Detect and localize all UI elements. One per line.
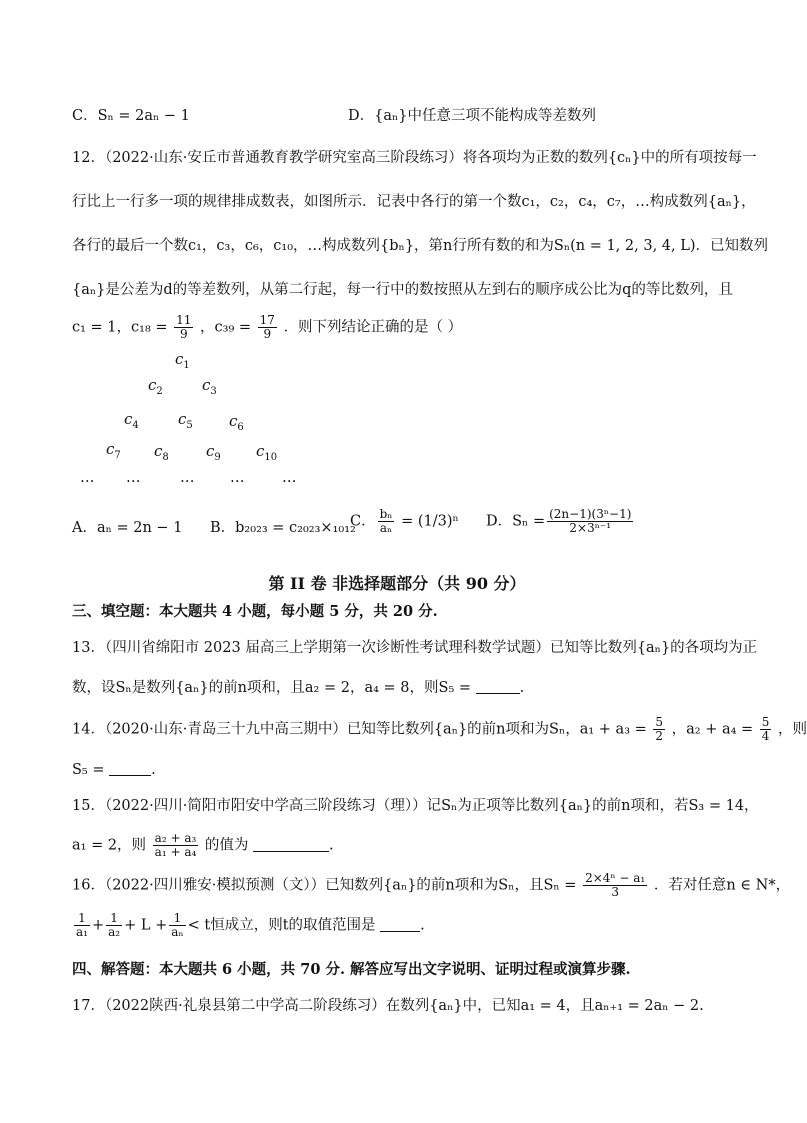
q12-option-c: C． $\frac{\text{bₙ}}{\text{aₙ}}$ = (1/3)ⁿ: [350, 507, 459, 535]
part4-heading: 四、解答题：本大题共 6 小题，共 70 分. 解答应写出文字说明、证明过程或演算步骤.: [72, 961, 631, 978]
dots-3: …: [180, 470, 195, 486]
q14-line1: 14．（2020·山东·青岛三十九中高三期中）已知等比数列{aₙ}的前n项和为Sₙ，a₁ + a₃ = $\frac{5}{2}$ ，a₂ + a₄ = $\frac{5}{4}$ ，则: [72, 715, 807, 743]
q12-option-b: B．b₂₀₂₃ = c₂₀₂₃×₁₀₁₂: [210, 520, 356, 536]
part3-heading: 三、填空题：本大题共 4 小题，每小题 5 分，共 20 分.: [72, 603, 438, 620]
q12-option-d: D．Sₙ = $\frac{\text{(2n−1)(3ⁿ−1)}}{\text{2×3ⁿ⁻¹}}$: [486, 507, 632, 535]
cell-c1: $c_1$: [175, 350, 190, 371]
q12-line2: 行比上一行多一项的规律排成数表，如图所示．记表中各行的第一个数c₁，c₂，c₄，c₇，…构成数列{aₙ}，: [72, 194, 756, 210]
answer-blank: [109, 761, 151, 776]
fraction-17-9: $\frac{17}{9}$: [259, 313, 275, 341]
q15-line2: a₁ = 2，则 $\frac{\text{a₂ + a₃}}{\text{a₁ + a₄}}$ 的值为 .: [72, 831, 334, 859]
fraction-11-9: $\frac{11}{9}$: [176, 313, 192, 341]
q12-line5: c₁ = 1，c₁₈ = $\frac{11}{9}$ ，c₃₉ = $\frac{17}{9}$ ．则下列结论正确的是（ ）: [72, 313, 463, 341]
q13-line2: 数，设Sₙ是数列{aₙ}的前n项和，且a₂ = 2，a₄ = 8，则S₅ = .: [72, 680, 525, 696]
q15-line1: 15．（2022·四川·简阳市阳安中学高三阶段练习（理））记Sₙ为正项等比数列{aₙ}的前n项和，若S₃ = 14，: [72, 798, 759, 814]
q17-line1: 17．（2022陕西·礼泉县第二中学高二阶段练习）在数列{aₙ}中，已知a₁ = 4，且aₙ₊₁ = 2aₙ − 2.: [72, 998, 704, 1014]
dots-1: …: [80, 470, 95, 486]
q12-option-a: A．aₙ = 2n − 1: [72, 520, 183, 536]
answer-blank: [253, 837, 329, 852]
answer-blank: [380, 917, 420, 932]
cell-c5: $c_5$: [178, 410, 193, 431]
q16-line1: 16．（2022·四川雅安·模拟预测（文））已知数列{aₙ}的前n项和为Sₙ，且Sₙ = $\frac{\text{2×4ⁿ − a₁}}{3}$ ．若对任意n ∈ N*，: [72, 871, 791, 899]
q14-line2: S₅ = .: [72, 762, 156, 778]
section-heading: 第 II 卷 非选择题部分（共 90 分）: [268, 574, 526, 593]
q11-option-c: C．Sₙ = 2aₙ − 1: [72, 108, 190, 124]
cell-c2: $c_2$: [148, 376, 163, 397]
q12-line4: {aₙ}是公差为d的等差数列，从第二行起，每一行中的数按照从左到右的顺序成公比为q的等比数列，且: [72, 282, 733, 298]
dots-5: …: [282, 470, 297, 486]
cell-c7: $c_7$: [106, 440, 121, 461]
q13-line1: 13．（四川省绵阳市 2023 届高三上学期第一次诊断性考试理科数学试题）已知等比数列{aₙ}的各项均为正: [72, 640, 758, 656]
cell-c8: $c_8$: [154, 442, 169, 463]
q16-line2: $\frac{1}{\text{a₁}}$ + $\frac{1}{\text{a₂}}$ + L + $\frac{1}{\text{aₙ}}$ < t恒成立，则t的取值范围是 .: [76, 911, 425, 939]
cell-c4: $c_4$: [124, 410, 139, 431]
cell-c6: $c_6$: [229, 412, 244, 433]
cell-c9: $c_9$: [206, 442, 221, 463]
cell-c10: $c_{10}$: [256, 442, 278, 463]
q11-option-d: D．{aₙ}中任意三项不能构成等差数列: [348, 108, 596, 124]
dots-4: …: [230, 470, 245, 486]
q12-line1: 12．（2022·山东·安丘市普通教育教学研究室高三阶段练习）将各项均为正数的数列{cₙ}中的所有项按每一: [72, 150, 757, 166]
cell-c3: $c_3$: [202, 376, 217, 397]
q12-line3: 各行的最后一个数c₁，c₃，c₆，c₁₀，…构成数列{bₙ}，第n行所有数的和为Sₙ(n = 1, 2, 3, 4, L)．已知数列: [72, 238, 769, 254]
dots-2: …: [126, 470, 141, 486]
answer-blank: [476, 679, 520, 694]
